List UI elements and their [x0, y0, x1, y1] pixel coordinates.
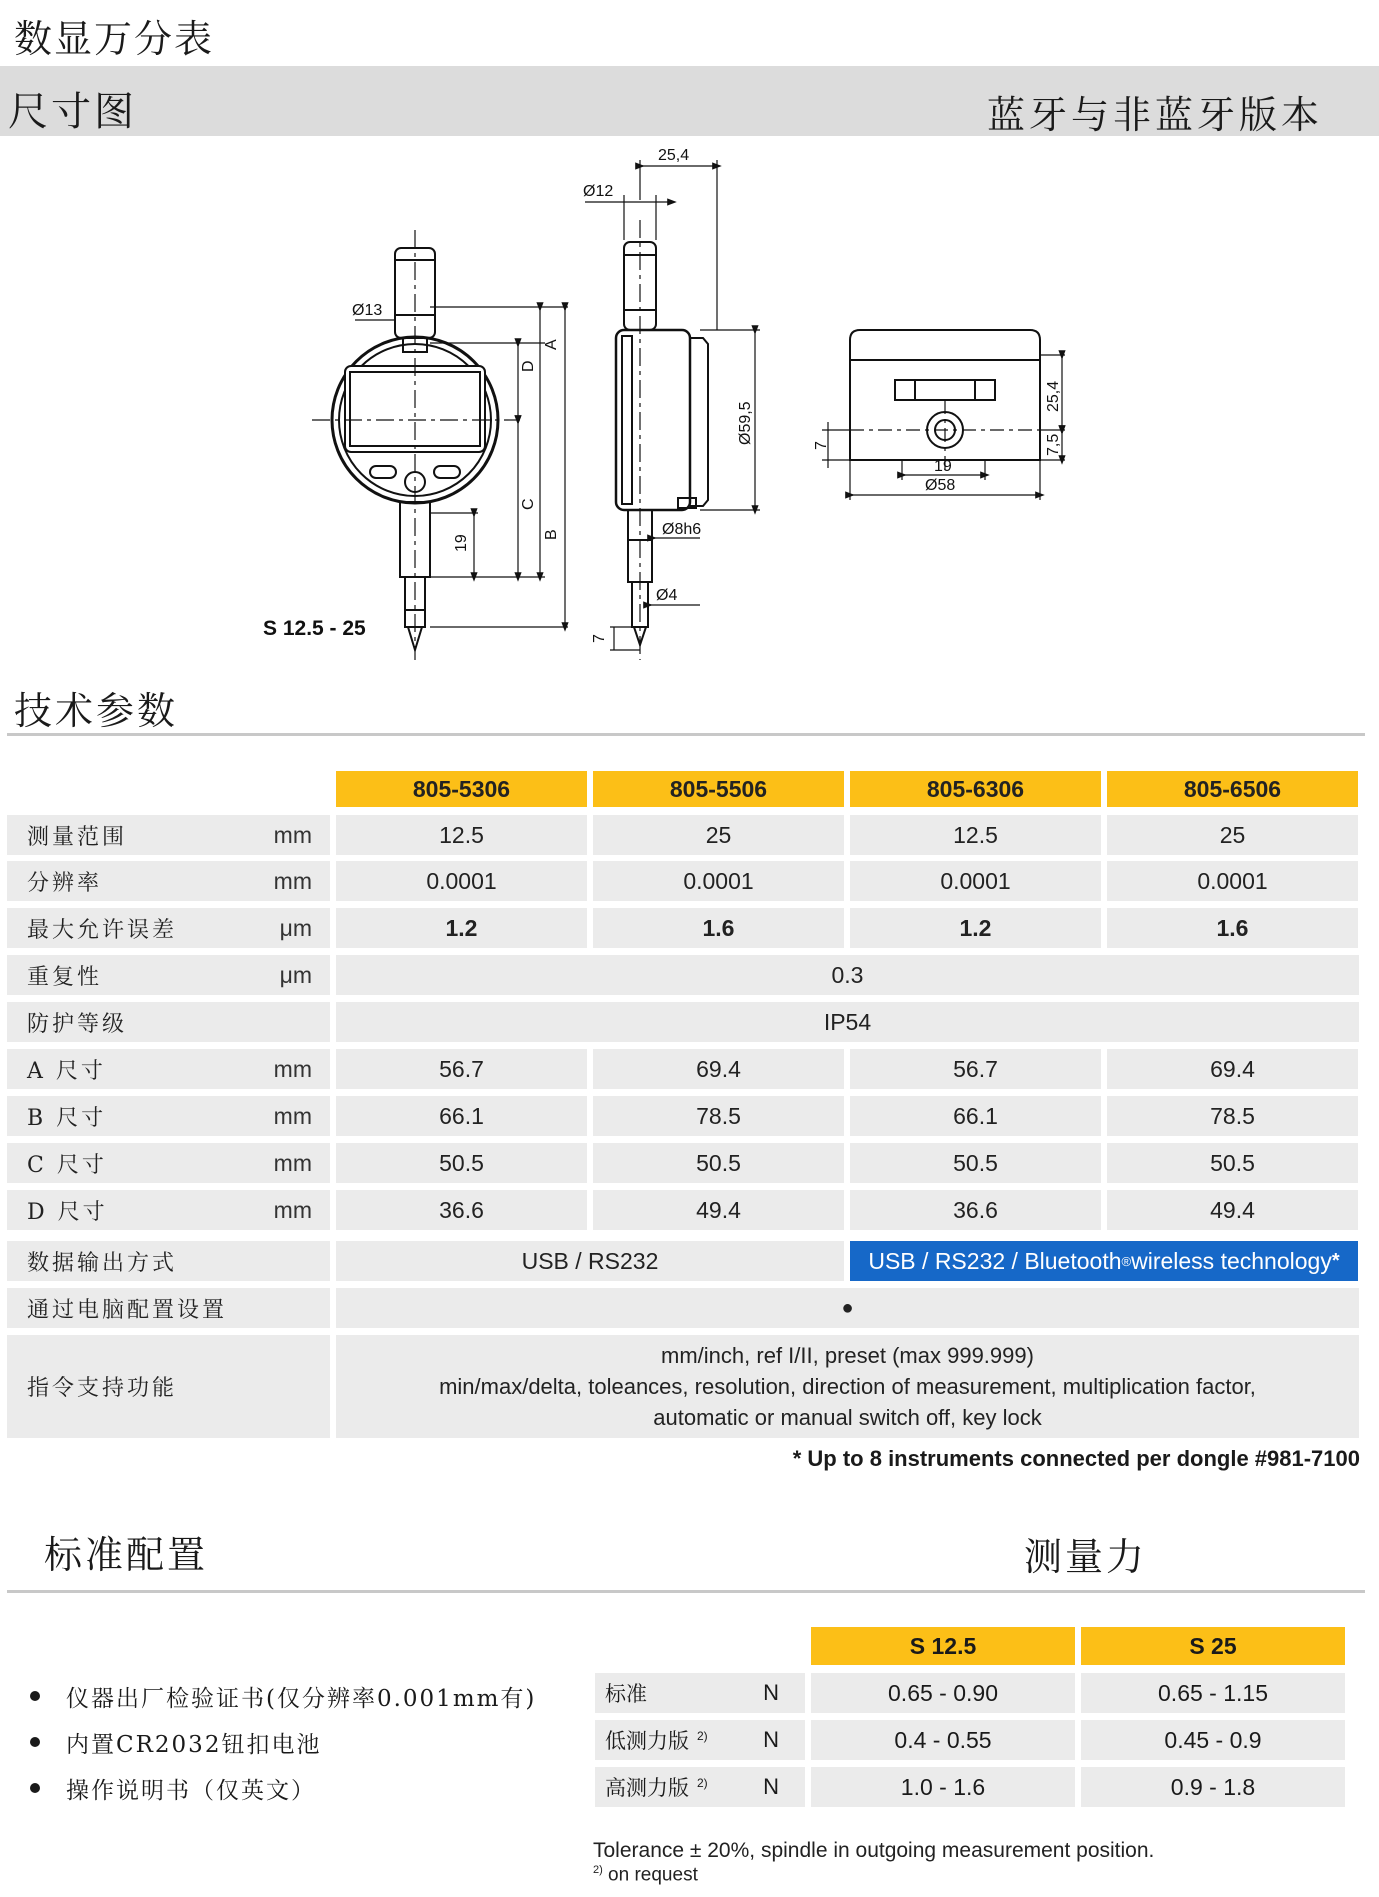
specs-divider	[7, 733, 1365, 736]
spec-value: 0.0001	[593, 861, 844, 901]
list-item: 内置CR2032钮扣电池	[30, 1719, 536, 1765]
spec-value: 0.3	[336, 955, 1359, 995]
on-request-note: $^{2)}$ on request	[593, 1864, 698, 1886]
row-label: 分辨率	[27, 870, 103, 896]
force-row: 高测力版 $^{2)}$ N 1.0 - 1.6 0.9 - 1.8	[595, 1767, 1345, 1807]
label-D: D	[520, 360, 537, 372]
label-19-front: 19	[453, 534, 470, 552]
row-label: D 尺寸	[27, 1199, 108, 1225]
force-header: S 25	[1081, 1627, 1345, 1665]
label-dia13: Ø13	[352, 302, 383, 319]
spec-value: 69.4	[1107, 1049, 1358, 1089]
force-header: S 12.5	[811, 1627, 1075, 1665]
spec-value: 36.6	[336, 1190, 587, 1230]
dimension-drawings	[0, 140, 1379, 680]
label-dia4: Ø4	[656, 587, 678, 604]
model-header: 805-5306	[336, 771, 587, 807]
row-label: 防护等级	[27, 1011, 128, 1037]
label-dia8h6: Ø8h6	[662, 521, 702, 538]
specs-title: 技术参数	[14, 689, 179, 733]
spec-value: 49.4	[1107, 1190, 1358, 1230]
version-title: 蓝牙与非蓝牙版本	[986, 93, 1323, 137]
spec-value: IP54	[336, 1002, 1359, 1042]
spec-value: 66.1	[336, 1096, 587, 1136]
label-dia12: Ø12	[583, 183, 614, 200]
spec-value: 0.0001	[850, 861, 1101, 901]
spec-header-row	[7, 771, 1358, 807]
row-unit: mm	[273, 1055, 312, 1082]
spec-value: 66.1	[850, 1096, 1101, 1136]
spec-value: 36.6	[850, 1190, 1101, 1230]
standard-config-title: 标准配置	[44, 1533, 209, 1577]
spec-value: 12.5	[336, 815, 587, 855]
row-label: 通过电脑配置设置	[27, 1297, 228, 1323]
spec-row-output	[7, 1241, 1358, 1281]
bluetooth-footnote-star: *	[1331, 1249, 1340, 1272]
label-A: A	[543, 339, 560, 350]
row-unit: mm	[273, 1102, 312, 1129]
spec-value: 56.7	[850, 1049, 1101, 1089]
bullet-icon	[30, 1783, 40, 1793]
spec-row-resolution	[7, 861, 1358, 901]
spec-value: 1.2	[336, 908, 587, 948]
label-25-4-back: 25,4	[1045, 380, 1062, 412]
list-item: 仪器出厂检验证书(仅分辨率0.001mm有)	[30, 1673, 536, 1719]
row-label: 指令支持功能	[27, 1376, 178, 1401]
force-value: 0.4 - 0.55	[811, 1720, 1075, 1760]
spec-value: 25	[593, 815, 844, 855]
label-7-back: 7	[813, 441, 830, 450]
row-unit: mm	[273, 867, 312, 894]
force-value: 1.0 - 1.6	[811, 1767, 1075, 1807]
bottom-divider	[7, 1590, 1365, 1593]
bullet-icon	[30, 1737, 40, 1747]
label-dia59-5: Ø59,5	[737, 401, 754, 445]
force-label: 低测力版	[605, 1729, 689, 1753]
force-unit: N	[763, 1774, 779, 1799]
front-view-drawing	[312, 230, 568, 660]
row-label: C 尺寸	[27, 1152, 107, 1178]
spec-row-range	[7, 815, 1358, 855]
spec-value: 50.5	[336, 1143, 587, 1183]
spec-value: 50.5	[593, 1143, 844, 1183]
spec-value: 78.5	[593, 1096, 844, 1136]
row-label: 数据输出方式	[27, 1250, 178, 1276]
force-title: 测量力	[1024, 1535, 1148, 1579]
spec-value: 1.2	[850, 908, 1101, 948]
model-range-label: S 12.5 - 25	[263, 617, 366, 640]
spec-value: 12.5	[850, 815, 1101, 855]
spec-value: 56.7	[336, 1049, 587, 1089]
model-header: 805-5506	[593, 771, 844, 807]
label-19-back: 19	[934, 458, 952, 475]
spec-value: 50.5	[1107, 1143, 1358, 1183]
row-label: 测量范围	[27, 824, 128, 850]
model-header: 805-6506	[1107, 771, 1358, 807]
row-unit: μm	[279, 961, 312, 988]
force-row: 低测力版 $^{2)}$ N 0.4 - 0.55 0.45 - 0.9	[595, 1720, 1345, 1760]
row-unit: mm	[273, 1149, 312, 1176]
row-label: 重复性	[27, 964, 103, 990]
spec-row-dim-c	[7, 1143, 1358, 1183]
spec-value: 25	[1107, 815, 1358, 855]
force-header-row	[811, 1627, 1345, 1665]
spec-value: 78.5	[1107, 1096, 1358, 1136]
model-header: 805-6306	[850, 771, 1101, 807]
force-unit: N	[763, 1727, 779, 1752]
side-view-drawing	[585, 160, 760, 660]
functions-text: mm/inch, ref I/II, preset (max 999.999) min/max/delta, toleances, resolution, direction of measurement, multiplication factor, automatic or manual switch off, key lock	[336, 1335, 1359, 1438]
output-bluetooth: USB / RS232 / Bluetooth ® wireless technology *	[850, 1241, 1358, 1281]
force-value: 0.65 - 0.90	[811, 1673, 1075, 1713]
spec-row-dim-d	[7, 1190, 1358, 1230]
bullet-icon	[30, 1691, 40, 1701]
spec-value: 1.6	[1107, 908, 1358, 948]
label-dia58: Ø58	[925, 477, 956, 494]
spec-value: 0.0001	[336, 861, 587, 901]
force-label: 高测力版	[605, 1776, 689, 1800]
row-label: A 尺寸	[27, 1058, 106, 1084]
spec-value: 49.4	[593, 1190, 844, 1230]
force-row	[595, 1673, 1345, 1713]
row-label: 最大允许误差	[27, 917, 178, 943]
output-standard: USB / RS232	[336, 1241, 844, 1281]
force-value: 0.45 - 0.9	[1081, 1720, 1345, 1760]
row-unit: μm	[279, 914, 312, 941]
row-unit: mm	[273, 1196, 312, 1223]
page-title: 数显万分表	[14, 17, 215, 61]
label-B: B	[543, 529, 560, 540]
spec-row-dim-b	[7, 1096, 1358, 1136]
spec-row-dim-a	[7, 1049, 1358, 1089]
force-label: 标准	[605, 1682, 647, 1706]
spec-row-repeatability	[7, 955, 1359, 995]
label-7-5-back: 7,5	[1045, 433, 1062, 456]
spec-row-max-error	[7, 908, 1358, 948]
spec-value: 50.5	[850, 1143, 1101, 1183]
label-7-side: 7	[591, 634, 608, 643]
label-C: C	[520, 498, 537, 510]
spec-value: 69.4	[593, 1049, 844, 1089]
row-unit: mm	[273, 821, 312, 848]
force-unit: N	[763, 1680, 779, 1705]
spec-row-pc-config	[7, 1288, 1359, 1328]
force-value: 0.65 - 1.15	[1081, 1673, 1345, 1713]
row-label: B 尺寸	[27, 1105, 107, 1131]
spec-row-protection	[7, 1002, 1359, 1042]
list-item: 操作说明书（仅英文）	[30, 1765, 536, 1811]
force-value: 0.9 - 1.8	[1081, 1767, 1345, 1807]
pc-config-mark: ●	[336, 1288, 1359, 1328]
dimension-title: 尺寸图	[8, 89, 137, 135]
spec-value: 1.6	[593, 908, 844, 948]
dongle-footnote: * Up to 8 instruments connected per dongle #981-7100	[792, 1446, 1360, 1471]
spec-row-functions	[7, 1335, 1359, 1438]
standard-config-list	[30, 1673, 536, 1811]
tolerance-note: Tolerance ± 20%, spindle in outgoing measurement position.	[593, 1839, 1155, 1862]
spec-value: 0.0001	[1107, 861, 1358, 901]
label-25-4-side: 25,4	[658, 147, 690, 164]
